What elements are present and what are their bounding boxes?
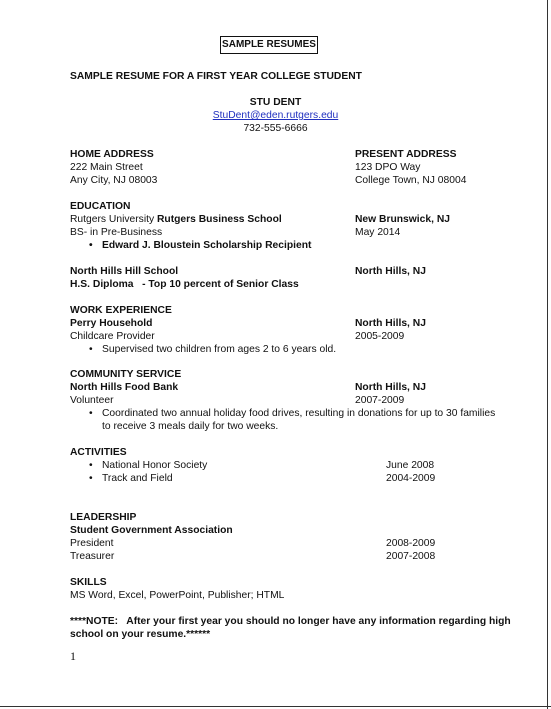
present-street: 123 DPO Way [355,162,421,173]
community-role: Volunteer [70,395,114,406]
education-location: New Brunswick, NJ [355,214,450,225]
activity-date: June 2008 [386,460,435,471]
activity-item: • Track and Field [102,472,173,485]
leadership-label: LEADERSHIP [70,512,137,523]
work-bullet: • Supervised two children from ages 2 to 6 years old. [102,343,336,356]
highschool-name: North Hills Hill School [70,266,179,277]
education-bullet: • Edward J. Bloustein Scholarship Recipient [102,239,311,252]
home-address-label: HOME ADDRESS [70,149,154,160]
activity-date: 2004-2009 [386,473,436,484]
education-degree: BS- in Pre-Business [70,227,163,238]
work-role: Childcare Provider [70,331,155,342]
community-bullet-line2: to receive 3 meals daily for two weeks. [102,421,279,432]
work-dates: 2005-2009 [355,331,405,342]
leadership-role: Treasurer [70,551,115,562]
community-bullet-line1: • Coordinated two annual holiday food drives, resulting in donations for up to 30 families [102,407,495,420]
home-street: 222 Main Street [70,162,143,173]
work-location: North Hills, NJ [355,318,426,329]
resume-heading: SAMPLE RESUME FOR A FIRST YEAR COLLEGE STUDENT [70,71,362,82]
school-name: Rutgers University [70,214,157,225]
document-title: SAMPLE RESUMES [220,36,318,54]
activities-label: ACTIVITIES [70,447,127,458]
leadership-org: Student Government Association [70,525,233,536]
page-border-bottom [0,706,551,707]
skills-label: SKILLS [70,577,107,588]
community-label: COMMUNITY SERVICE [70,369,182,380]
leadership-role: President [70,538,114,549]
leadership-date: 2007-2008 [386,551,436,562]
candidate-name: STU DENT [249,97,302,108]
home-city: Any City, NJ 08003 [70,175,158,186]
phone-number: 732-555-6666 [243,123,308,134]
education-school [70,213,282,226]
activity-item: • National Honor Society [102,459,207,472]
work-label: WORK EXPERIENCE [70,305,172,316]
highschool-detail: H.S. Diploma - Top 10 percent of Senior Class [70,279,299,290]
education-label: EDUCATION [70,201,131,212]
skills-text: MS Word, Excel, PowerPoint, Publisher; HTML [70,590,285,601]
school-division: Rutgers Business School [156,214,282,225]
note-line1: ****NOTE: After your first year you should no longer have any information regarding high [70,616,511,627]
community-org: North Hills Food Bank [70,382,179,393]
present-address-label: PRESENT ADDRESS [355,149,457,160]
community-dates: 2007-2009 [355,395,405,406]
leadership-date: 2008-2009 [386,538,436,549]
page-number: 1 [70,649,76,663]
education-date: May 2014 [355,227,401,238]
community-location: North Hills, NJ [355,382,426,393]
present-city: College Town, NJ 08004 [355,175,467,186]
highschool-location: North Hills, NJ [355,266,426,277]
email-link[interactable]: StuDent@eden.rutgers.edu [212,110,339,121]
work-org: Perry Household [70,318,153,329]
note-line2: school on your resume.****** [70,629,211,640]
